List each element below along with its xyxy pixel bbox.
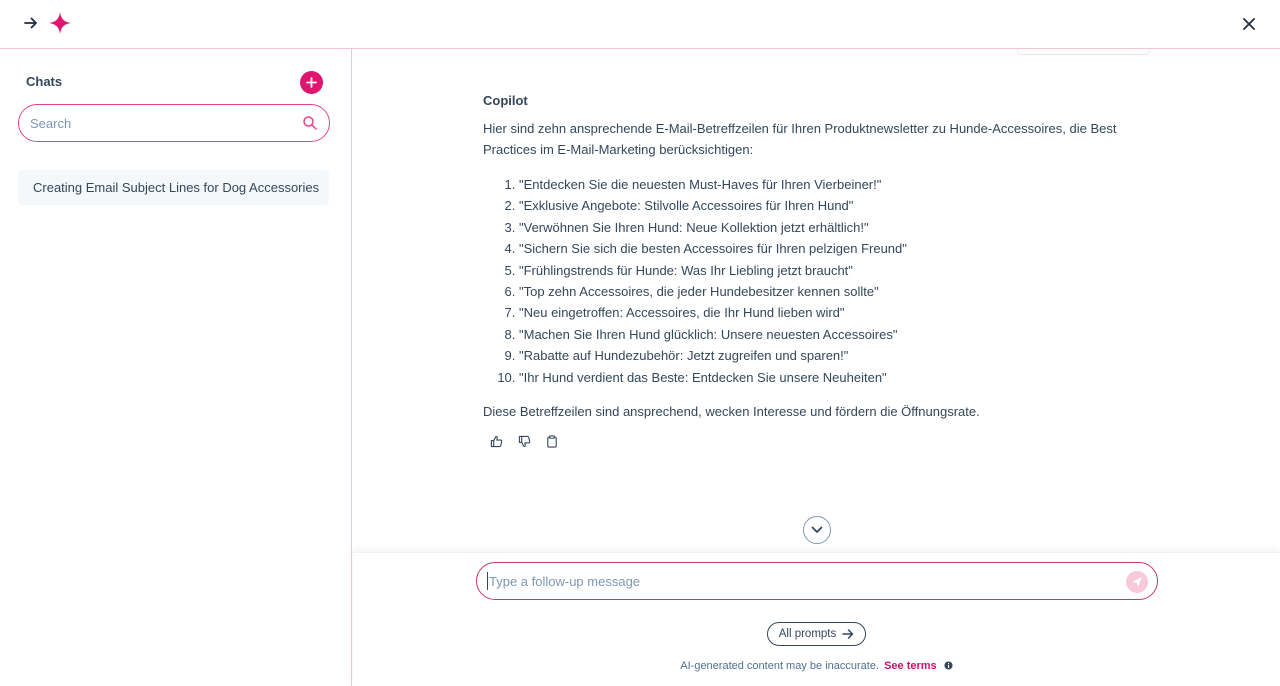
thumbs-up-icon[interactable]	[489, 434, 503, 448]
list-item: 9. "Rabatte auf Hundezubehör: Jetzt zugreifen und sparen!"	[519, 345, 1133, 366]
arrow-right-icon[interactable]	[22, 14, 40, 32]
thumbs-down-icon[interactable]	[517, 434, 531, 448]
search-input[interactable]	[30, 114, 290, 132]
message-outro: Diese Betreffzeilen sind ansprechend, wecken Interesse und fördern die Öffnungsrate.	[483, 404, 980, 420]
message-author: Copilot	[483, 93, 528, 108]
list-item: 2. "Exklusive Angebote: Stilvolle Accessoires für Ihren Hund"	[519, 195, 1133, 216]
sparkle-logo-icon	[48, 11, 72, 35]
list-item: 1. "Entdecken Sie die neuesten Must-Haves für Ihren Vierbeiner!"	[519, 174, 1133, 195]
copy-icon[interactable]	[545, 434, 559, 448]
chevron-down-icon	[811, 526, 823, 534]
chats-title: Chats	[26, 74, 63, 89]
list-item: 5. "Frühlingstrends für Hunde: Was Ihr Liebling jetzt braucht"	[519, 260, 1133, 281]
composer-area	[353, 552, 1280, 686]
search-icon[interactable]	[302, 115, 318, 131]
list-item: 8. "Machen Sie Ihren Hund glücklich: Unsere neuesten Accessoires"	[519, 324, 1133, 345]
send-icon	[1131, 576, 1143, 588]
list-item: 10. "Ihr Hund verdient das Beste: Entdecken Sie unsere Neuheiten"	[519, 367, 1133, 388]
assistant-message	[483, 93, 1133, 448]
disclaimer-text: AI-generated content may be inaccurate.	[680, 660, 879, 672]
send-button[interactable]	[1126, 571, 1148, 593]
top-bar	[0, 0, 1280, 49]
message-intro: Hier sind zehn ansprechende E-Mail-Betreffzeilen für Ihren Produktnewsletter zu Hunde-Accessoires, die Best Practices im E-Mail-Marketing berücksichtigen:	[483, 121, 1117, 157]
followup-input[interactable]	[487, 572, 1107, 590]
chats-sidebar	[0, 49, 352, 686]
ai-disclaimer	[353, 660, 1280, 672]
close-icon[interactable]	[1240, 15, 1258, 33]
info-icon[interactable]	[944, 661, 953, 670]
list-item: 6. "Top zehn Accessoires, die jeder Hundebesitzer kennen sollte"	[519, 281, 1133, 302]
all-prompts-button[interactable]	[767, 622, 866, 646]
chat-list-item[interactable]: Creating Email Subject Lines for Dog Accessories	[18, 170, 329, 205]
list-item: 7. "Neu eingetroffen: Accessoires, die Ihr Hund lieben wird"	[519, 302, 1133, 323]
subject-line-list	[519, 174, 1133, 388]
new-chat-button[interactable]	[300, 71, 323, 94]
plus-icon	[306, 77, 317, 88]
list-item: 4. "Sichern Sie sich die besten Accessoires für Ihren pelzigen Freund"	[519, 238, 1133, 259]
search-box	[18, 104, 330, 142]
followup-box	[476, 562, 1158, 600]
arrow-right-icon	[842, 629, 854, 639]
message-feedback-bar	[489, 434, 1133, 448]
all-prompts-label: All prompts	[778, 628, 837, 640]
scroll-down-button[interactable]	[803, 516, 831, 544]
message-card-edge	[1017, 49, 1150, 55]
chat-main	[353, 49, 1280, 686]
see-terms-link[interactable]: See terms	[884, 660, 937, 672]
list-item: 3. "Verwöhnen Sie Ihren Hund: Neue Kollektion jetzt erhältlich!"	[519, 217, 1133, 238]
